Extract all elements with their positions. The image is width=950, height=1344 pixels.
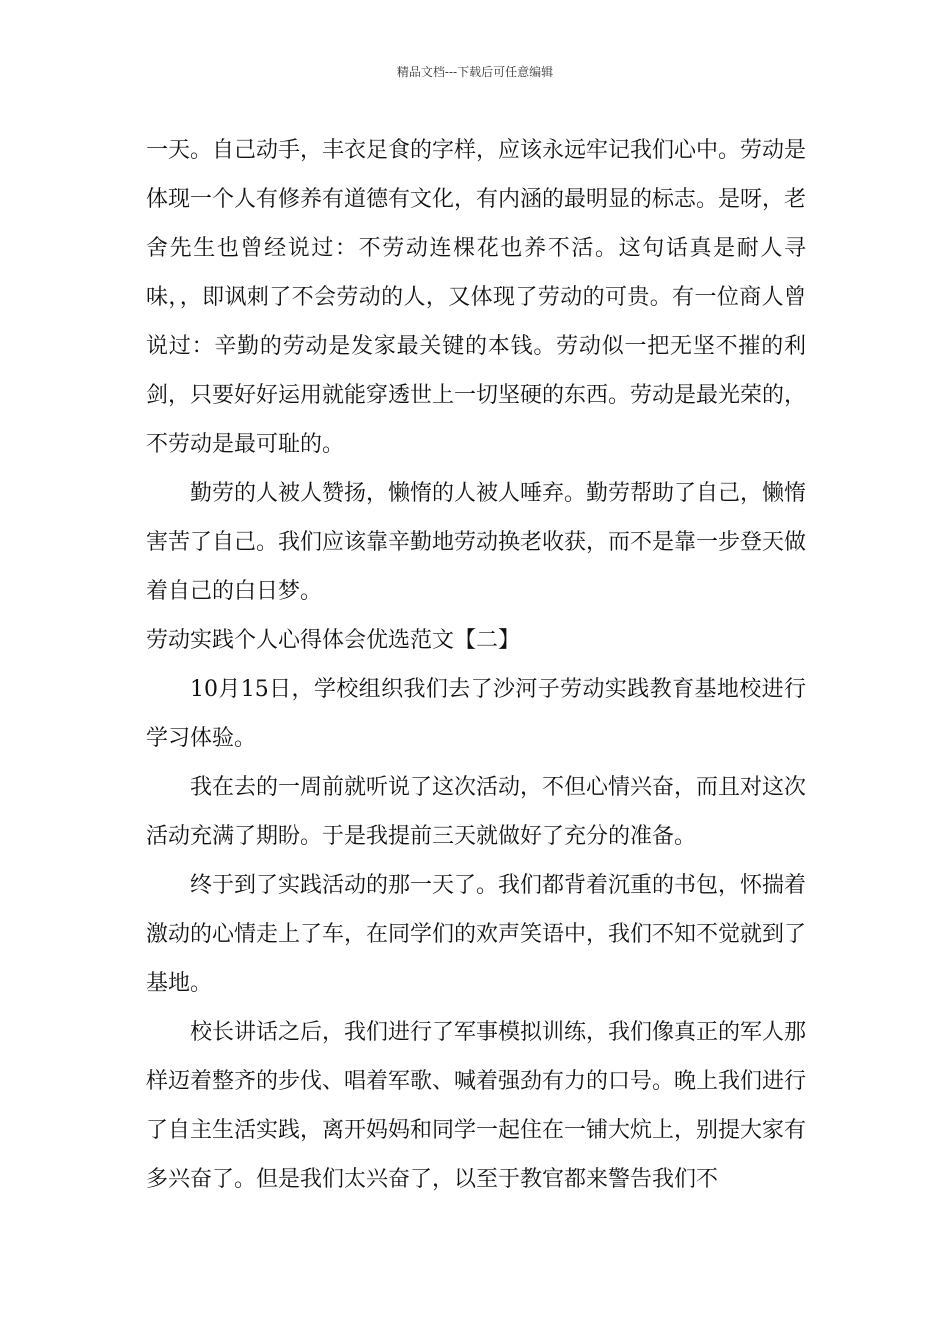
paragraph: 勤劳的人被人赞扬，懒惰的人被人唾弃。勤劳帮助了自己，懒惰害苦了自己。我们应该靠辛勤地劳动换老收获，而不是靠一步登天做着自己的白日梦。: [146, 481, 807, 604]
paragraph: 我在去的一周前就听说了这次活动，不但心情兴奋，而且对这次活动充满了期盼。于是我提前三天就做好了充分的准备。: [146, 775, 807, 849]
paragraph: 10月15日，学校组织我们去了沙河子劳动实践教育基地校进行学习体验。: [146, 677, 806, 751]
section-heading: 劳动实践个人心得体会优选范文【二】: [146, 628, 521, 653]
document-body: [146, 126, 806, 1204]
paragraph: 终于到了实践活动的那一天了。我们都背着沉重的书包，怀揣着激动的心情走上了车，在同学们的欢声笑语中，我们不知不觉就到了基地。: [146, 873, 807, 996]
page-header: 精品文档---下载后可任意编辑: [396, 65, 554, 79]
paragraph-continued: 一天。自己动手，丰衣足食的字样，应该永远牢记我们心中。劳动是体现一个人有修养有道德有文化，有内涵的最明显的标志。是呀，老舍先生也曾经说过：不劳动连棵花也养不活。这句话真是耐人寻味，，即讽刺了不会劳动的人，又体现了劳动的可贵。有一位商人曾说过：辛勤的劳动是发家最关键的本钱。劳动似一把无坚不摧的利剑，只要好好运用就能穿透世上一切坚硬的东西。劳动是最光荣的，不劳动是最可耻的。: [146, 138, 807, 457]
paragraph: 校长讲话之后，我们进行了军事模拟训练，我们像真正的军人那样迈着整齐的步伐、唱着军歌、喊着强劲有力的口号。晚上我们进行了自主生活实践，离开妈妈和同学一起住在一铺大炕上，别提大家有多兴奋了。但是我们太兴奋了，以至于教官都来警告我们不: [146, 1020, 807, 1192]
